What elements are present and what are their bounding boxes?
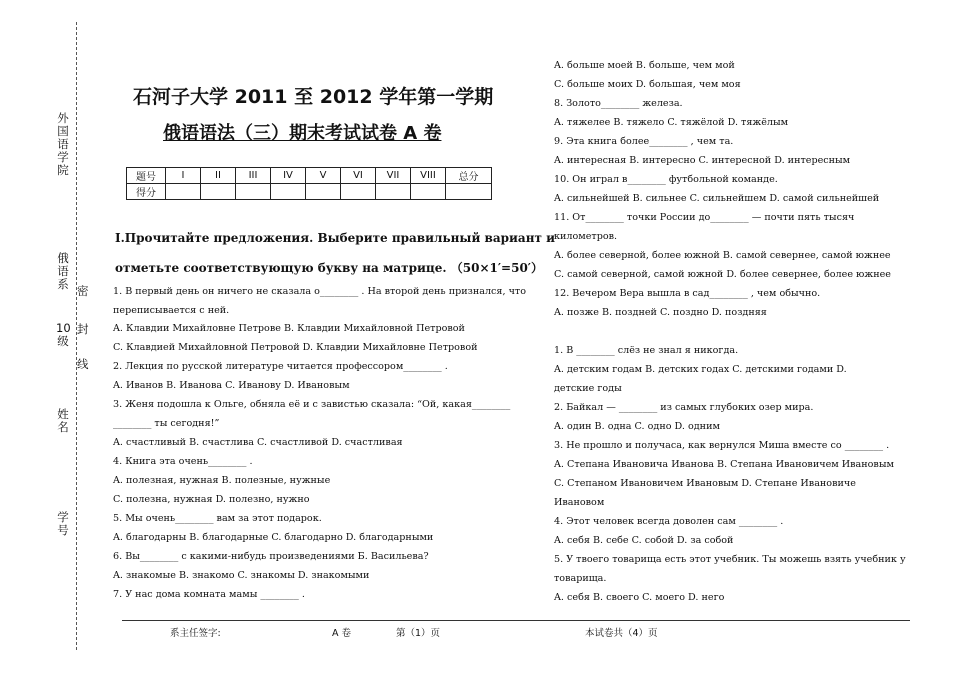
question-line: 1. В ________ слёз не знал я никогда.	[554, 345, 739, 356]
seal-char-feng: 封	[77, 322, 89, 336]
question-line: A. один B. одна C. одно D. одним	[554, 421, 720, 432]
exam-title: 石河子大学 2011 至 2012 学年第一学期	[133, 86, 494, 108]
score-input-cell	[306, 184, 341, 200]
question-line: A. счастливый B. счастлива C. счастливой D. счастливая	[113, 437, 403, 448]
score-input-cell	[446, 184, 492, 200]
question-line: A. благодарны B. благодарные C. благодарно D. благодарными	[113, 532, 434, 543]
binding-department: 俄语系	[57, 251, 69, 291]
score-table	[126, 167, 492, 200]
question-line: A. тяжелее B. тяжело C. тяжёлой D. тяжёлым	[554, 117, 789, 128]
question-line: A. сильнейшей B. сильнее C. сильнейшем D. самой сильнейшей	[554, 193, 880, 204]
score-table-score-row	[127, 184, 492, 200]
score-cell: IV	[271, 168, 306, 184]
question-line: A. позже B. поздней C. поздно D. поздняя	[554, 307, 767, 318]
question-line: A. полезная, нужная B. полезные, нужные	[113, 475, 331, 486]
footer-page: 第（1）页	[396, 628, 441, 639]
question-line: километров.	[554, 231, 618, 242]
question-line: 12. Вечером Вера вышла в сад________ , чем обычно.	[554, 288, 821, 299]
footer-total-pages: 本试卷共（4）页	[585, 628, 658, 639]
question-line: 10. Он играл в________ футбольной команде.	[554, 174, 778, 185]
question-line: ________ ты сегодня!”	[113, 418, 220, 429]
question-line: A. Иванов B. Иванова C. Иванову D. Ивановым	[113, 380, 350, 391]
score-cell: I	[166, 168, 201, 184]
question-line: 7. У нас дома комната мамы ________ .	[113, 589, 305, 600]
question-line: 9. Эта книга более________ , чем та.	[554, 136, 734, 147]
score-cell: VI	[341, 168, 376, 184]
question-line: A. Клавдии Михайловне Петрове B. Клавдии Михайловной Петровой	[113, 323, 465, 334]
question-line: A. интересная B. интересно C. интересной D. интересным	[554, 155, 851, 166]
score-cell: II	[201, 168, 236, 184]
score-input-cell	[201, 184, 236, 200]
score-cell: 得分	[127, 184, 166, 200]
question-line: 4. Этот человек всегда доволен сам ________ .	[554, 516, 784, 527]
question-line: C. Степаном Ивановичем Ивановым D. Степане Ивановиче	[554, 478, 856, 489]
section-heading-line2: отметьте соответствующую букву на матрице. （50×1′=50′）	[115, 261, 543, 275]
question-line: переписывается с ней.	[113, 305, 230, 316]
score-input-cell	[376, 184, 411, 200]
footer-paper: A 卷	[332, 628, 352, 639]
seal-char-xian: 线	[77, 357, 89, 371]
question-line: детские годы	[554, 383, 622, 394]
section-heading-line1: Ⅰ.Прочитайте предложения. Выберите правильный вариант и	[115, 231, 555, 245]
score-input-cell	[411, 184, 446, 200]
footer-signer: 系主任签字:	[170, 628, 221, 639]
binding-student-id-label: 学号	[57, 510, 69, 537]
binding-name-label: 姓名	[57, 407, 69, 434]
footer-rule	[122, 620, 910, 621]
question-line: A. знакомые B. знакомо C. знакомы D. знакомыми	[113, 570, 370, 581]
binding-school: 外国语学院	[57, 111, 69, 177]
question-line: 6. Вы________ с какими-нибудь произведениями Б. Васильева?	[113, 551, 429, 562]
question-line: 5. Мы очень________ вам за этот подарок.	[113, 513, 322, 524]
question-line: A. больше моей B. больше, чем мой	[554, 60, 735, 71]
question-line: C. Клавдией Михайловной Петровой D. Клавдии Михайловне Петровой	[113, 342, 478, 353]
question-line: 2. Лекция по русской литературе читается профессором________ .	[113, 361, 448, 372]
question-line: 3. Не прошло и получаса, как вернулся Миша вместе со ________ .	[554, 440, 890, 451]
binding-class: 10级	[56, 321, 71, 348]
question-line: 8. Золото________ железа.	[554, 98, 683, 109]
question-line: C. полезна, нужная D. полезно, нужно	[113, 494, 310, 505]
question-line: A. себя B. своего C. моего D. него	[554, 592, 725, 603]
question-line: A. детским годам B. детских годах C. детскими годами D.	[554, 364, 847, 375]
score-cell: 题号	[127, 168, 166, 184]
score-table-header-row	[127, 168, 492, 184]
question-line: 11. От________ точки России до________ — почти пять тысяч	[554, 212, 855, 223]
question-line: 2. Байкал — ________ из самых глубоких озер мира.	[554, 402, 814, 413]
score-cell: V	[306, 168, 341, 184]
exam-subtitle: 俄语语法（三）期末考试试卷 A 卷	[163, 123, 442, 144]
score-cell: VIII	[411, 168, 446, 184]
question-line: C. самой северной, самой южной D. более севернее, более южнее	[554, 269, 891, 280]
question-line: 5. У твоего товарища есть этот учебник. Ты можешь взять учебник у	[554, 554, 906, 565]
score-input-cell	[236, 184, 271, 200]
question-line: C. больше моих D. большая, чем моя	[554, 79, 741, 90]
question-line: 1. В первый день он ничего не сказала о________ . На второй день признался, что	[113, 286, 527, 297]
question-line: A. Степана Ивановича Иванова B. Степана Ивановичем Ивановым	[554, 459, 894, 470]
question-line: Ивановом	[554, 497, 605, 508]
score-input-cell	[341, 184, 376, 200]
seal-char-mi: 密	[77, 284, 89, 298]
score-cell: III	[236, 168, 271, 184]
score-input-cell	[271, 184, 306, 200]
score-cell: VII	[376, 168, 411, 184]
question-line: A. более северной, более южной B. самой севернее, самой южнее	[554, 250, 891, 261]
question-line: 3. Женя подошла к Ольге, обняла её и с завистью сказала: “Ой, какая________	[113, 399, 511, 410]
score-input-cell	[166, 184, 201, 200]
score-cell: 总分	[446, 168, 492, 184]
question-line: товарища.	[554, 573, 607, 584]
question-line: A. себя B. себе C. собой D. за собой	[554, 535, 734, 546]
question-line: 4. Книга эта очень________ .	[113, 456, 253, 467]
